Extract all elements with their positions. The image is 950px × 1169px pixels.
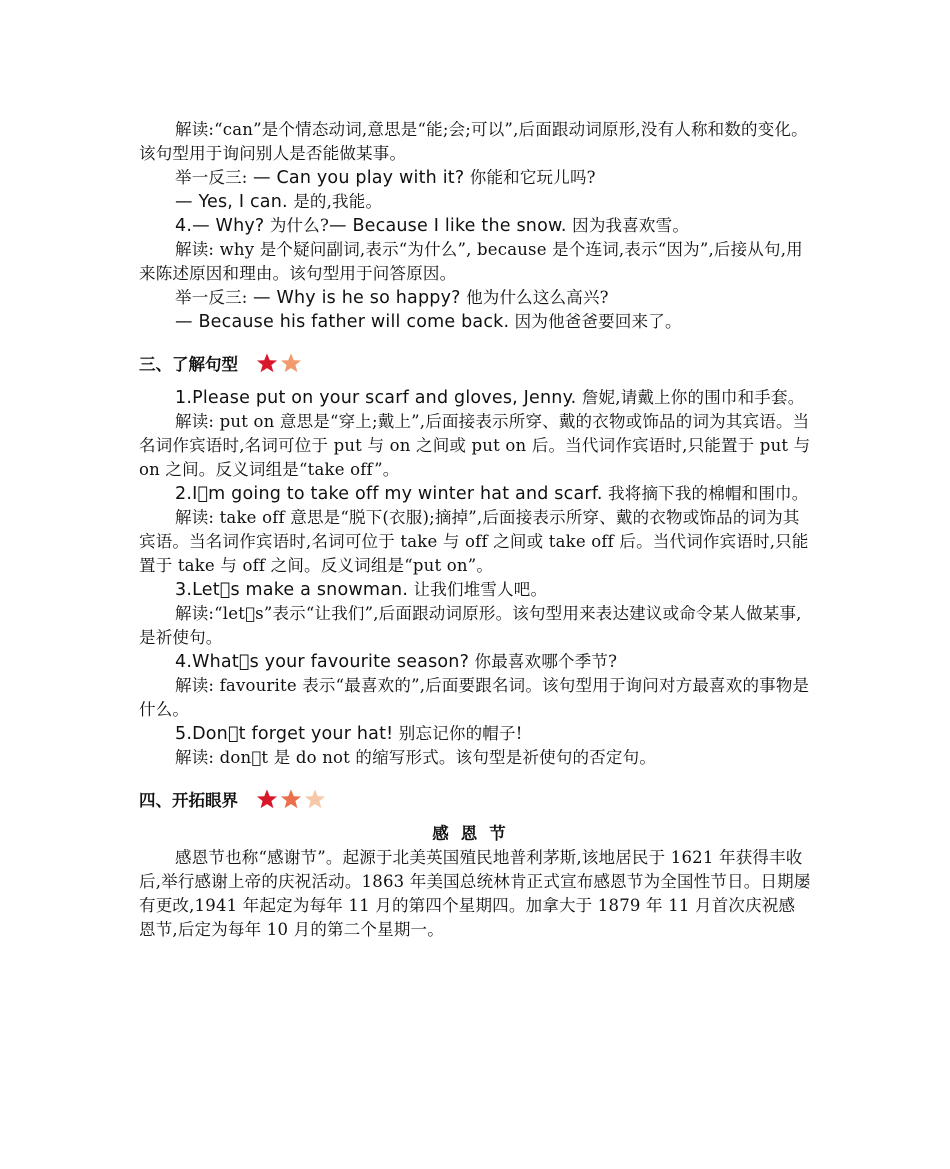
pattern-english: 1.Please put on your scarf and gloves, Jenny.	[175, 388, 577, 408]
explanation-lets: 解读:“let s”表示“让我们”,后面跟动词原形。该句型用来表达建议或命令某人做某事,是祈使句。	[139, 604, 802, 647]
example-translation: 你能和它玩儿吗?	[464, 168, 596, 187]
sentence-pattern-4	[139, 214, 811, 238]
star-icon	[256, 788, 278, 810]
pattern-english: 4.— Why?	[175, 216, 265, 236]
pattern-english: — Because I like the snow.	[329, 216, 567, 236]
example-translation: 是的,我能。	[287, 192, 383, 211]
star-icon	[280, 788, 302, 810]
pattern-english: 4.What s your favourite season?	[175, 652, 470, 672]
explanation-can: 解读:“can”是个情态动词,意思是“能;会;可以”,后面跟动词原形,没有人称和数的变化。该句型用于询问别人是否能做某事。	[139, 120, 808, 163]
explanation-favourite: 解读: favourite 表示“最喜欢的”,后面要跟名词。该句型用于询问对方最喜欢的事物是什么。	[139, 676, 810, 719]
two-star-rating-icon	[256, 352, 302, 374]
example-label: 举一反三:	[175, 168, 254, 187]
explanation-take-off: 解读: take off 意思是“脱下(衣服);摘掉”,后面接表示所穿、戴的衣物或饰品的词为其宾语。当名词作宾语时,名词可位于 take 与 off 之间或 take off 后。当代词作宾语时,只能置于 take 与 off 之间。反义词组是“put on”。	[139, 508, 809, 575]
three-star-rating-icon	[256, 788, 326, 810]
example-translation: 他为什么这么高兴?	[460, 288, 609, 307]
star-icon	[256, 352, 278, 374]
pattern-translation: 因为我喜欢雪。	[566, 216, 690, 235]
example-english: — Because his father will come back.	[175, 312, 510, 332]
sentence-pattern-5	[139, 722, 811, 746]
article-body: 感恩节也称“感谢节”。起源于北美英国殖民地普利茅斯,该地居民于 1621 年获得丰收后,举行感谢上帝的庆祝活动。1863 年美国总统林肯正式宣布感恩节为全国性节日。日期屡有更改,1941 年起定为每年 11 月的第四个星期四。加拿大于 1879 年 11 月首次庆祝感恩节,后定为每年 10 月的第二个星期一。	[139, 848, 811, 939]
example-english: — Yes, I can.	[175, 192, 288, 212]
section-title: 三、了解句型	[139, 355, 238, 374]
explanation-dont: 解读: don t 是 do not 的缩写形式。该句型是祈使句的否定句。	[175, 748, 657, 767]
explanation-put-on: 解读: put on 意思是“穿上;戴上”,后面接表示所穿、戴的衣物或饰品的词为其宾语。当名词作宾语时,名词可位于 put 与 on 之间或 put on 后。当代词作宾语时,只能置于 put 与 on 之间。反义词组是“take off”。	[139, 412, 811, 479]
star-icon	[280, 352, 302, 374]
example-line	[139, 286, 811, 310]
pattern-translation: 詹妮,请戴上你的围巾和手套。	[576, 388, 805, 407]
example-english: — Can you play with it?	[253, 168, 465, 188]
pattern-english: 2.I m going to take off my winter hat and scarf.	[175, 484, 603, 504]
sentence-pattern-2	[139, 482, 811, 506]
pattern-english: 5.Don t forget your hat!	[175, 724, 394, 744]
example-translation: 因为他爸爸要回来了。	[509, 312, 682, 331]
pattern-translation: 我将摘下我的棉帽和围巾。	[602, 484, 809, 503]
example-line	[139, 310, 811, 334]
star-icon	[304, 788, 326, 810]
section-heading-4	[139, 784, 811, 814]
sentence-pattern-3	[139, 578, 811, 602]
example-line	[139, 190, 811, 214]
example-label: 举一反三:	[175, 288, 254, 307]
article-title: 感恩节	[432, 824, 518, 843]
pattern-english: 3.Let s make a snowman.	[175, 580, 409, 600]
pattern-translation: 别忘记你的帽子!	[393, 724, 523, 743]
section-title: 四、开拓眼界	[139, 791, 238, 810]
example-english: — Why is he so happy?	[253, 288, 461, 308]
sentence-pattern-1	[139, 386, 811, 410]
sentence-pattern-4b	[139, 650, 811, 674]
pattern-translation: 为什么?	[264, 216, 329, 235]
explanation-why: 解读: why 是个疑问副词,表示“为什么”, because 是个连词,表示“因为”,后接从句,用来陈述原因和理由。该句型用于问答原因。	[139, 240, 803, 283]
pattern-translation: 你最喜欢哪个季节?	[469, 652, 618, 671]
document-body	[139, 118, 811, 942]
example-line	[139, 166, 811, 190]
pattern-translation: 让我们堆雪人吧。	[408, 580, 548, 599]
section-heading-3	[139, 348, 811, 378]
